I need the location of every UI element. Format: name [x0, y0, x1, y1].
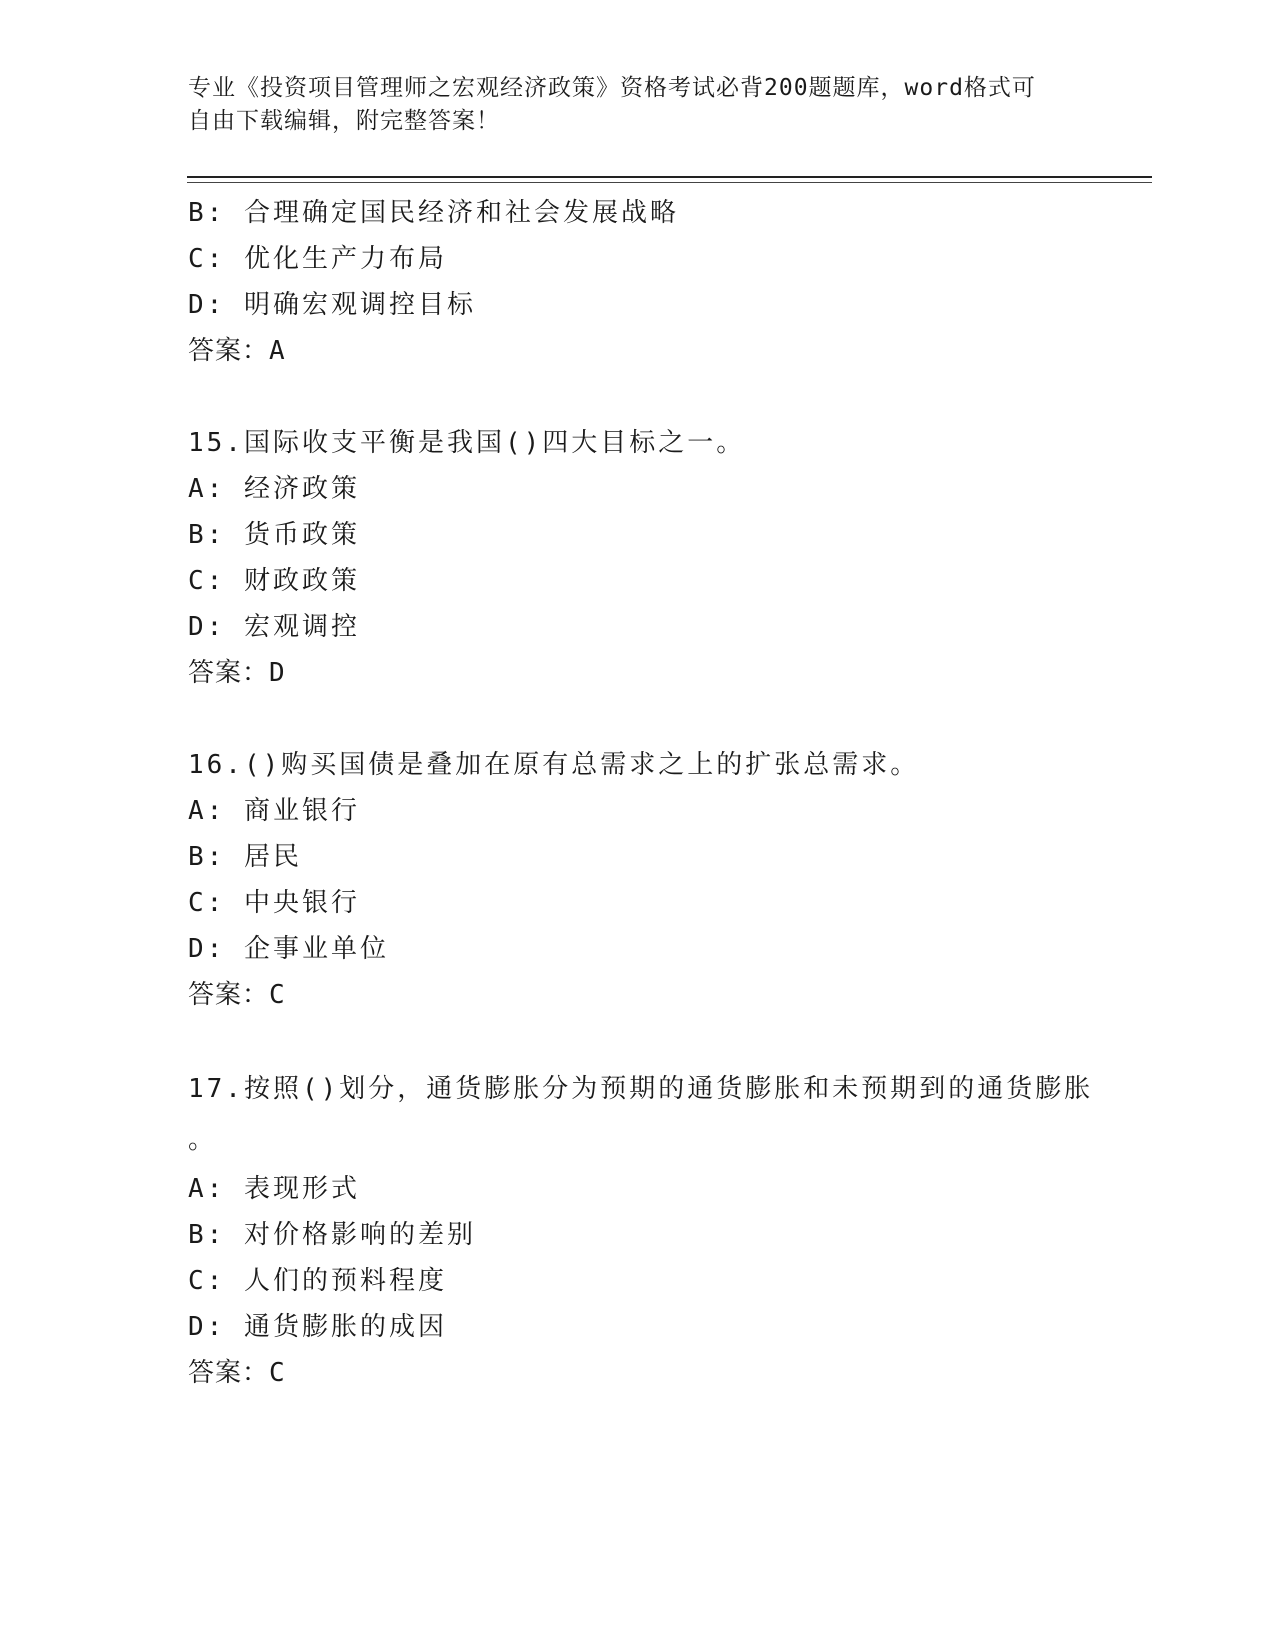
spacer	[188, 696, 1148, 742]
question-16	[188, 742, 1148, 1018]
answer-line	[188, 650, 1148, 696]
option-a: A: 表现形式	[188, 1174, 360, 1204]
question-stem: 15.国际收支平衡是我国()四大目标之一。	[188, 428, 746, 458]
question-stem-continued: 。	[188, 1125, 218, 1155]
option-d: D: 宏观调控	[188, 612, 360, 642]
option-d: D: 明确宏观调控目标	[188, 290, 476, 320]
answer-label: 答案：	[188, 658, 270, 688]
option-b: B: 合理确定国民经济和社会发展战略	[188, 198, 679, 228]
question-list	[188, 190, 1148, 1396]
answer-line	[188, 328, 1148, 374]
header-line-1: 专业《投资项目管理师之宏观经济政策》资格考试必背200题题库，word格式可	[188, 75, 1036, 101]
option-c: C: 人们的预料程度	[188, 1266, 447, 1296]
question-15	[188, 420, 1148, 696]
option-d: D: 通货膨胀的成因	[188, 1312, 447, 1342]
answer-value: A	[269, 336, 286, 366]
answer-label: 答案：	[188, 1358, 270, 1388]
header-divider-thin	[187, 182, 1152, 183]
option-c: C: 优化生产力布局	[188, 244, 447, 274]
question-14-continued	[188, 190, 1148, 374]
spacer	[188, 374, 1148, 420]
option-d: D: 企事业单位	[188, 934, 389, 964]
question-stem: 16.()购买国债是叠加在原有总需求之上的扩张总需求。	[188, 750, 920, 780]
option-c: C: 财政政策	[188, 566, 360, 596]
answer-line	[188, 972, 1148, 1018]
spacer	[188, 1018, 1148, 1064]
option-b: B: 对价格影响的差别	[188, 1220, 476, 1250]
document-header	[188, 72, 1068, 138]
option-a: A: 商业银行	[188, 796, 360, 826]
answer-value: D	[269, 658, 286, 688]
answer-value: C	[269, 980, 286, 1010]
answer-line	[188, 1350, 1148, 1396]
question-stem: 17.按照()划分，通货膨胀分为预期的通货膨胀和未预期到的通货膨胀	[188, 1074, 1094, 1104]
option-b: B: 居民	[188, 842, 302, 872]
question-17	[188, 1064, 1148, 1396]
option-a: A: 经济政策	[188, 474, 360, 504]
option-b: B: 货币政策	[188, 520, 360, 550]
answer-label: 答案：	[188, 980, 270, 1010]
answer-value: C	[269, 1358, 286, 1388]
header-line-2: 自由下载编辑，附完整答案！	[188, 108, 500, 134]
header-divider-thick	[187, 176, 1152, 178]
answer-label: 答案：	[188, 336, 270, 366]
option-c: C: 中央银行	[188, 888, 360, 918]
